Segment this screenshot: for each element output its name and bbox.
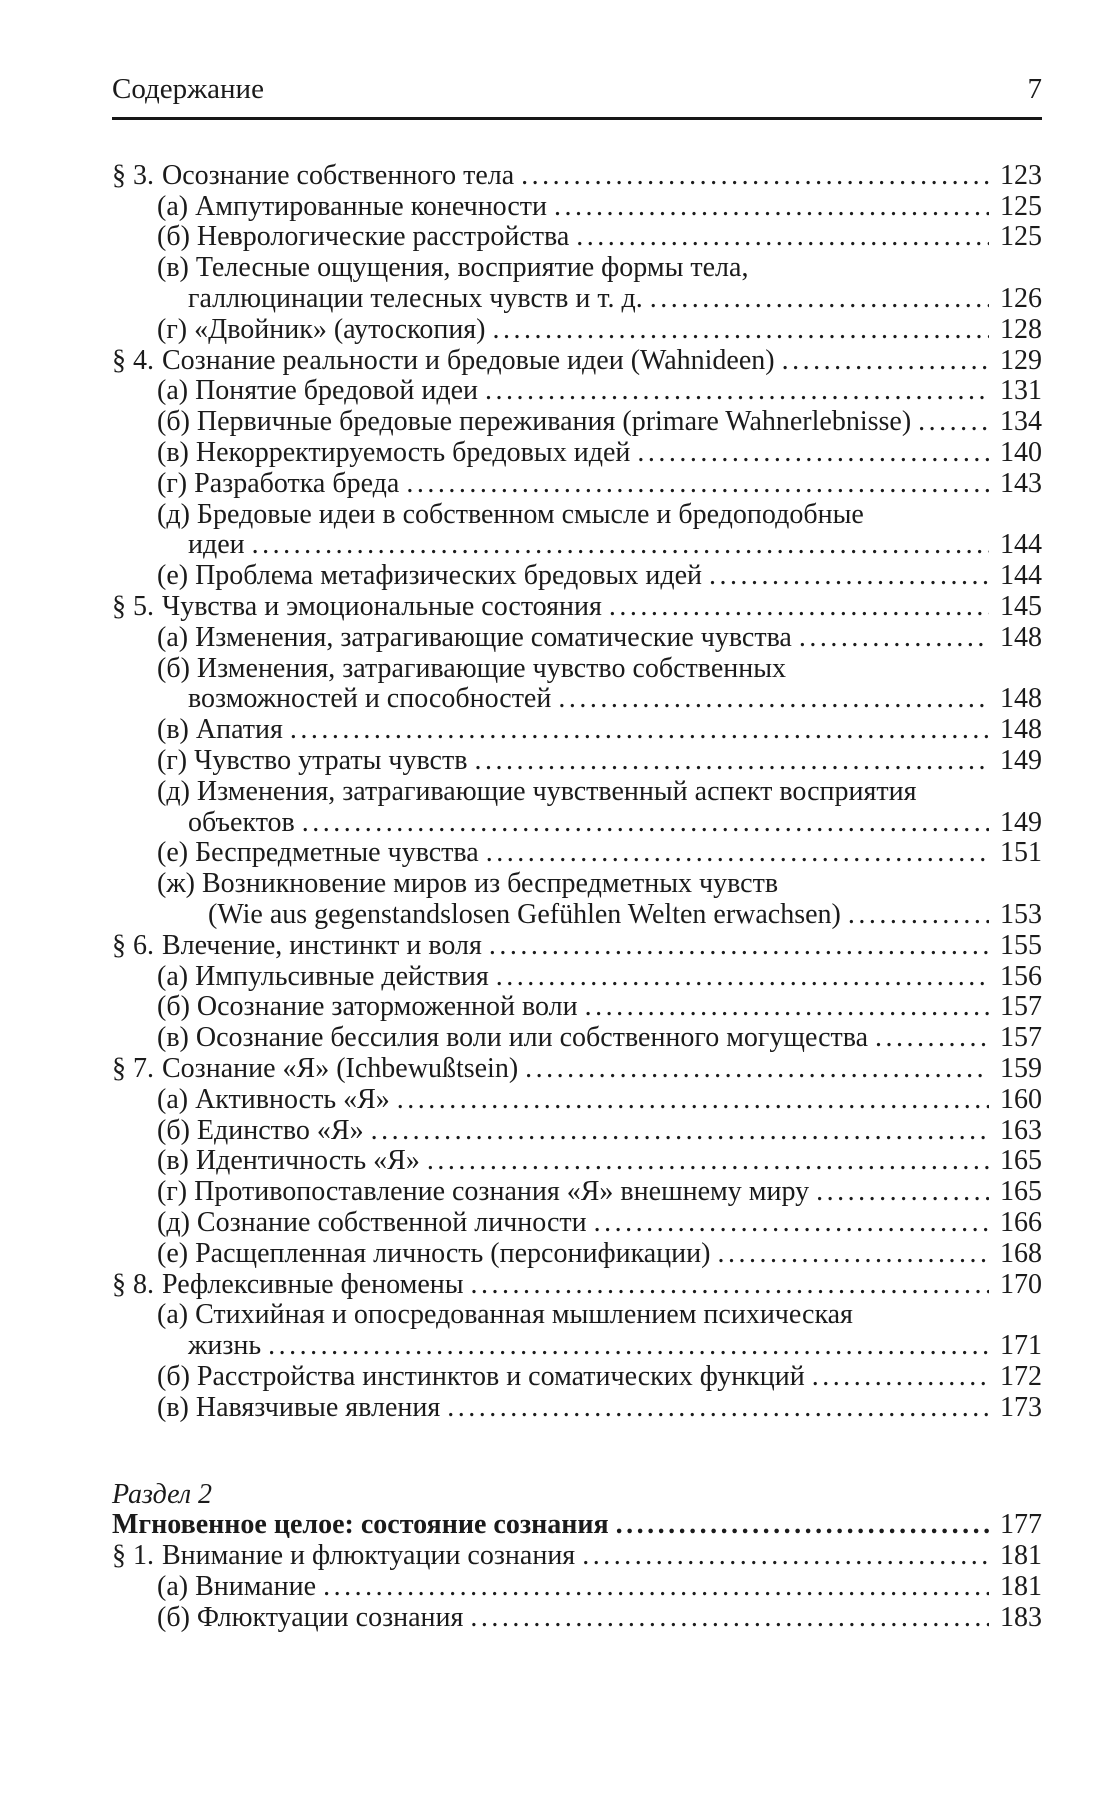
toc-entry bbox=[112, 715, 1042, 746]
toc-entry bbox=[112, 1146, 1042, 1177]
toc-entry bbox=[112, 623, 1042, 654]
toc-entry-text: (б) Изменения, затрагивающие чувство собственных bbox=[157, 652, 787, 684]
toc-entry-text: Мгновенное целое: состояние сознания bbox=[112, 1509, 609, 1541]
toc-entry-marker: (б) bbox=[157, 1601, 190, 1633]
toc-entry-text: (ж) Возникновение миров из беспредметных чувств bbox=[157, 868, 779, 900]
toc-entry bbox=[112, 654, 1042, 685]
toc-entry-text: (в) Навязчивые явления bbox=[157, 1391, 441, 1423]
dot-leader bbox=[323, 1572, 989, 1603]
toc-entry-page: 149 bbox=[1000, 745, 1042, 777]
toc-entry-marker: (а) bbox=[157, 1299, 189, 1331]
toc-entry-marker: (в) bbox=[157, 437, 189, 469]
toc-entry-text: (е) Беспредметные чувства bbox=[157, 837, 479, 869]
toc-entry-page: 181 bbox=[1000, 1540, 1042, 1572]
toc-entry-page: 126 bbox=[1000, 283, 1042, 315]
toc-entry-page: 157 bbox=[1000, 1022, 1042, 1054]
toc-entry-page: 165 bbox=[1000, 1145, 1042, 1177]
dot-leader bbox=[485, 376, 989, 407]
toc-entry-text: (а) Ампутированные конечности bbox=[157, 190, 548, 222]
dot-leader bbox=[489, 931, 989, 962]
toc-entry bbox=[112, 253, 1042, 284]
dot-leader bbox=[521, 161, 989, 192]
toc-entry-page: 144 bbox=[1000, 529, 1042, 561]
toc-entry bbox=[112, 962, 1042, 993]
toc-entry-page: 149 bbox=[1000, 806, 1042, 838]
dot-leader bbox=[496, 962, 989, 993]
toc-entry-page: 134 bbox=[1000, 406, 1042, 438]
toc-entry-text: (д) Бредовые идеи в собственном смысле и бредоподобные bbox=[157, 498, 864, 530]
toc-entry bbox=[112, 1208, 1042, 1239]
toc-entry bbox=[112, 1239, 1042, 1270]
toc-entry-page: 148 bbox=[1000, 683, 1042, 715]
toc-entry-marker: (г) bbox=[157, 467, 188, 499]
toc-entry-marker: (ж) bbox=[157, 868, 195, 900]
dot-leader bbox=[918, 407, 989, 438]
toc-entry-text: (е) Расщепленная личность (персонификации) bbox=[157, 1237, 711, 1269]
toc-entry-text: (д) Сознание собственной личности bbox=[157, 1206, 587, 1238]
toc-entry-text: (а) Внимание bbox=[157, 1570, 317, 1602]
dot-leader bbox=[470, 1603, 989, 1634]
toc-entry-text: § 5. Чувства и эмоциональные состояния bbox=[112, 591, 602, 623]
toc-entry-text: § 7. Сознание «Я» (Ichbewußtsein) bbox=[112, 1053, 519, 1084]
toc-entry-marker: (б) bbox=[157, 221, 190, 253]
dot-leader bbox=[616, 1510, 989, 1541]
toc-entry-text: жизнь bbox=[188, 1330, 262, 1362]
toc-entry-text: § 8. Рефлексивные феномены bbox=[112, 1268, 464, 1300]
toc-entry-page: 168 bbox=[1000, 1237, 1042, 1269]
toc-entry-text: (а) Импульсивные действия bbox=[157, 960, 489, 992]
toc-entry-marker: (б) bbox=[157, 991, 190, 1023]
toc-entry bbox=[112, 992, 1042, 1023]
toc-entry-text: Раздел 2 bbox=[112, 1478, 213, 1510]
toc-entry-text: (в) Некорректируемость бредовых идей bbox=[157, 437, 631, 469]
toc-entry-page: 131 bbox=[1000, 375, 1042, 407]
toc-entry-marker: (в) bbox=[157, 1022, 189, 1054]
toc-entry-marker: (г) bbox=[157, 745, 188, 777]
dot-leader bbox=[812, 1362, 989, 1393]
toc-entry-marker: (д) bbox=[157, 498, 190, 530]
toc-entry-marker: (д) bbox=[157, 775, 190, 807]
dot-leader bbox=[848, 900, 989, 931]
dot-leader bbox=[525, 1054, 989, 1085]
toc-entry bbox=[112, 192, 1042, 223]
toc-entry bbox=[112, 161, 1042, 192]
folio-page-number: 7 bbox=[1027, 73, 1042, 105]
toc-entry bbox=[112, 838, 1042, 869]
running-title: Содержание bbox=[112, 73, 264, 105]
dot-leader bbox=[650, 284, 989, 315]
toc-entry-page: 143 bbox=[1000, 467, 1042, 499]
toc-entry-page: 183 bbox=[1000, 1601, 1042, 1633]
toc-entry bbox=[112, 1300, 1042, 1331]
toc-entry-marker: § 8. bbox=[112, 1268, 154, 1300]
toc-entry-text: § 4. Сознание реальности и бредовые идеи (Wahnideen) bbox=[112, 344, 775, 376]
toc-entry-marker: (е) bbox=[157, 1237, 189, 1269]
toc-entry-marker: (б) bbox=[157, 1360, 190, 1392]
toc-entry bbox=[112, 1603, 1042, 1634]
toc-entry-text: (б) Неврологические расстройства bbox=[157, 221, 570, 253]
toc-entry-page: 140 bbox=[1000, 437, 1042, 469]
dot-leader bbox=[471, 1270, 989, 1301]
toc-entry-page: 148 bbox=[1000, 714, 1042, 746]
toc-entry-text: (б) Флюктуации сознания bbox=[157, 1601, 464, 1633]
toc-entry bbox=[112, 1023, 1042, 1054]
dot-leader bbox=[875, 1023, 989, 1054]
toc-entry-marker: § 5. bbox=[112, 591, 154, 623]
toc-entry-marker: (а) bbox=[157, 190, 189, 222]
dot-leader bbox=[290, 715, 989, 746]
toc-entry-marker: § 4. bbox=[112, 344, 154, 376]
dot-leader bbox=[816, 1177, 989, 1208]
toc-entry-text: объектов bbox=[188, 806, 295, 838]
toc-entry-page: 153 bbox=[1000, 899, 1042, 931]
toc-entry-text: (Wie aus gegenstandslosen Gefühlen Welten erwachsen) bbox=[208, 899, 841, 931]
toc-entry-text: (г) «Двойник» (аутоскопия) bbox=[157, 313, 486, 345]
toc-entry-marker: (д) bbox=[157, 1206, 190, 1238]
toc-entry-text: (а) Активность «Я» bbox=[157, 1083, 390, 1115]
toc-entry bbox=[112, 900, 1042, 931]
toc-entry-text: (в) Телесные ощущения, восприятие формы тела, bbox=[157, 252, 749, 284]
toc-entry bbox=[112, 530, 1042, 561]
dot-leader bbox=[371, 1116, 989, 1147]
toc-entry-marker: § 6. bbox=[112, 929, 154, 961]
toc-entry bbox=[112, 469, 1042, 500]
toc-entry bbox=[112, 1572, 1042, 1603]
toc-entry-page: 145 bbox=[1000, 591, 1042, 623]
toc-entry bbox=[112, 869, 1042, 900]
toc-entry-marker: (а) bbox=[157, 1570, 189, 1602]
toc-entry-text: (б) Первичные бредовые переживания (primare Wahnerlebnisse) bbox=[157, 406, 912, 438]
toc-entry-page: 148 bbox=[1000, 621, 1042, 653]
toc-entry-text: (в) Апатия bbox=[157, 714, 283, 746]
toc-entry bbox=[112, 222, 1042, 253]
toc-entry-page: 156 bbox=[1000, 960, 1042, 992]
dot-leader bbox=[782, 346, 989, 377]
toc-entry-page: 172 bbox=[1000, 1360, 1042, 1392]
toc-entry-page: 151 bbox=[1000, 837, 1042, 869]
toc-entry-text: идеи bbox=[188, 529, 245, 561]
toc-entry-text: (в) Идентичность «Я» bbox=[157, 1145, 420, 1177]
toc-entry bbox=[112, 931, 1042, 962]
dot-leader bbox=[594, 1208, 989, 1239]
dot-leader bbox=[799, 623, 989, 654]
dot-leader bbox=[582, 1541, 989, 1572]
toc-list bbox=[112, 161, 1042, 1634]
toc-entry-text: (д) Изменения, затрагивающие чувственный аспект восприятия bbox=[157, 775, 917, 807]
page-header bbox=[112, 74, 1042, 106]
toc-entry-text: галлюцинации телесных чувств и т. д. bbox=[188, 283, 643, 315]
toc-entry-page: 123 bbox=[1000, 159, 1042, 191]
dot-leader bbox=[609, 592, 989, 623]
toc-entry bbox=[112, 684, 1042, 715]
dot-leader bbox=[585, 992, 989, 1023]
toc-entry-marker: (в) bbox=[157, 252, 189, 284]
toc-entry-page: 155 bbox=[1000, 929, 1042, 961]
toc-entry-text: § 3. Осознание собственного тела bbox=[112, 159, 515, 191]
dot-leader bbox=[427, 1146, 989, 1177]
dot-leader bbox=[397, 1085, 989, 1116]
toc-entry bbox=[112, 1331, 1042, 1362]
toc-entry-page: 177 bbox=[1000, 1509, 1042, 1541]
toc-entry bbox=[112, 777, 1042, 808]
dot-leader bbox=[252, 530, 989, 561]
toc-entry bbox=[112, 1116, 1042, 1147]
toc-entry-page: 160 bbox=[1000, 1083, 1042, 1115]
toc-entry bbox=[112, 1270, 1042, 1301]
toc-entry bbox=[112, 592, 1042, 623]
toc-entry-marker: (е) bbox=[157, 560, 189, 592]
dot-leader bbox=[474, 746, 989, 777]
toc-entry bbox=[112, 561, 1042, 592]
toc-entry-text: § 1. Внимание и флюктуации сознания bbox=[112, 1540, 576, 1572]
toc-entry-text: (в) Осознание бессилия воли или собственного могущества bbox=[157, 1022, 869, 1054]
dot-leader bbox=[558, 684, 989, 715]
toc-entry bbox=[112, 1362, 1042, 1393]
header-rule bbox=[112, 117, 1042, 120]
toc-entry-marker: § 1. bbox=[112, 1540, 154, 1572]
toc-entry-marker: (в) bbox=[157, 1145, 189, 1177]
toc-entry-page: 181 bbox=[1000, 1570, 1042, 1602]
toc-entry bbox=[112, 284, 1042, 315]
toc-entry bbox=[112, 1393, 1042, 1424]
toc-entry bbox=[112, 346, 1042, 377]
toc-entry-page: 166 bbox=[1000, 1206, 1042, 1238]
toc-entry-text: § 6. Влечение, инстинкт и воля bbox=[112, 929, 482, 961]
toc-entry-page: 173 bbox=[1000, 1391, 1042, 1423]
toc-entry-text: (а) Стихийная и опосредованная мышлением психическая bbox=[157, 1299, 853, 1331]
toc-entry bbox=[112, 407, 1042, 438]
toc-entry-page: 144 bbox=[1000, 560, 1042, 592]
toc-entry bbox=[112, 1541, 1042, 1572]
dot-leader bbox=[268, 1331, 989, 1362]
toc-entry-page: 163 bbox=[1000, 1114, 1042, 1146]
toc-entry bbox=[112, 1480, 1042, 1511]
toc-entry-page: 125 bbox=[1000, 190, 1042, 222]
toc-entry-marker: (г) bbox=[157, 313, 188, 345]
dot-leader bbox=[554, 192, 989, 223]
toc-entry-page: 170 bbox=[1000, 1268, 1042, 1300]
toc-entry-marker: (а) bbox=[157, 375, 189, 407]
toc-entry-page: 159 bbox=[1000, 1053, 1042, 1084]
dot-leader bbox=[709, 561, 989, 592]
toc-entry bbox=[112, 315, 1042, 346]
toc-entry bbox=[112, 1054, 1042, 1085]
dot-leader bbox=[406, 469, 989, 500]
toc-entry bbox=[112, 1177, 1042, 1208]
toc-entry-page: 129 bbox=[1000, 344, 1042, 376]
toc-entry-page: 157 bbox=[1000, 991, 1042, 1023]
toc-entry-marker: (б) bbox=[157, 652, 190, 684]
dot-leader bbox=[486, 838, 989, 869]
toc-entry bbox=[112, 1085, 1042, 1116]
dot-leader bbox=[447, 1393, 989, 1424]
toc-entry-page: 165 bbox=[1000, 1176, 1042, 1208]
dot-leader bbox=[717, 1239, 989, 1270]
toc-entry-marker: (б) bbox=[157, 406, 190, 438]
toc-entry-text: (б) Единство «Я» bbox=[157, 1114, 364, 1146]
toc-entry-text: (г) Чувство утраты чувств bbox=[157, 745, 468, 777]
toc-entry-marker: (в) bbox=[157, 1391, 189, 1423]
toc-entry-marker: (в) bbox=[157, 714, 189, 746]
dot-leader bbox=[302, 808, 989, 839]
toc-entry-marker: (б) bbox=[157, 1114, 190, 1146]
toc-entry-marker: (г) bbox=[157, 1176, 188, 1208]
toc-entry-text: (г) Противопоставление сознания «Я» внешнему миру bbox=[157, 1176, 810, 1208]
dot-leader bbox=[493, 315, 989, 346]
toc-entry-text: (г) Разработка бреда bbox=[157, 467, 400, 499]
toc-entry-text: (а) Понятие бредовой идеи bbox=[157, 375, 479, 407]
toc-entry-text: (б) Расстройства инстинктов и соматических функций bbox=[157, 1360, 805, 1392]
toc-entry-page: 125 bbox=[1000, 221, 1042, 253]
toc-entry-marker: § 7. bbox=[112, 1053, 154, 1084]
toc-entry bbox=[112, 500, 1042, 531]
dot-leader bbox=[576, 222, 989, 253]
toc-entry-text: возможностей и способностей bbox=[188, 683, 552, 715]
toc-entry-marker: § 3. bbox=[112, 159, 154, 191]
toc-entry-marker: (е) bbox=[157, 837, 189, 869]
toc-entry-text: (а) Изменения, затрагивающие соматические чувства bbox=[157, 621, 792, 653]
toc-entry-marker: (а) bbox=[157, 621, 189, 653]
toc-entry-page: 171 bbox=[1000, 1330, 1042, 1362]
toc-entry-marker: (а) bbox=[157, 960, 189, 992]
toc-entry-text: (б) Осознание заторможенной воли bbox=[157, 991, 578, 1023]
toc-entry-page: 128 bbox=[1000, 313, 1042, 345]
toc-entry-text: (е) Проблема метафизических бредовых идей bbox=[157, 560, 702, 592]
toc-entry-marker: (а) bbox=[157, 1083, 189, 1115]
toc-entry bbox=[112, 746, 1042, 777]
toc-entry bbox=[112, 808, 1042, 839]
toc-entry bbox=[112, 376, 1042, 407]
toc-entry bbox=[112, 1510, 1042, 1541]
dot-leader bbox=[637, 438, 989, 469]
toc-entry bbox=[112, 438, 1042, 469]
